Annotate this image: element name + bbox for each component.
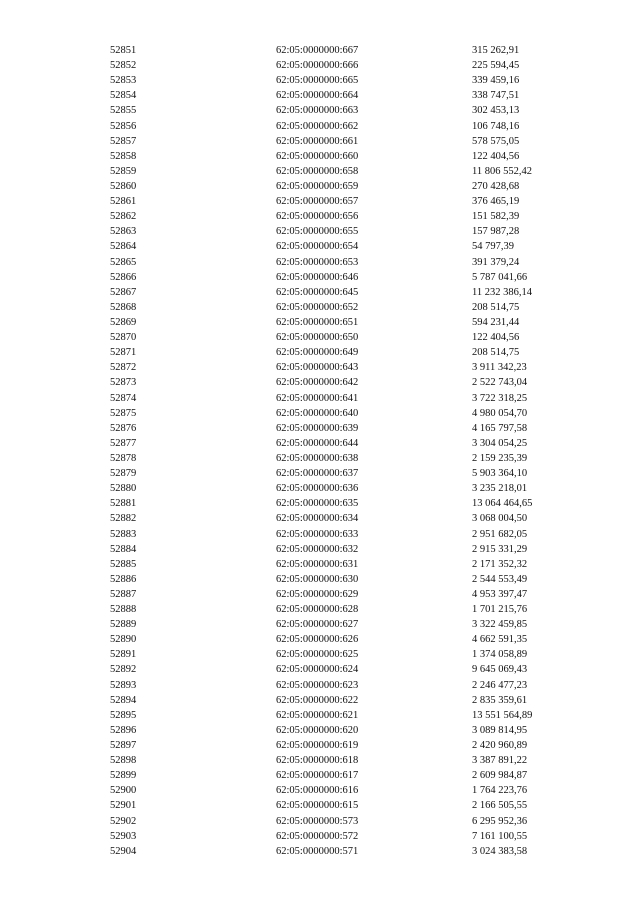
table-row [110,375,592,390]
row-number-cell: 52887 [110,588,137,600]
amount-cell: 4 980 054,70 [472,407,528,419]
row-number-cell: 52896 [110,724,137,736]
amount-cell: 3 304 054,25 [472,437,528,449]
table-row [110,481,592,496]
row-number-cell: 52858 [110,150,137,162]
table-row [110,164,592,179]
table-row [110,647,592,662]
cadastral-number-cell: 62:05:0000000:632 [276,543,359,555]
row-number-cell: 52902 [110,815,137,827]
table-row [110,285,592,300]
row-number-cell: 52867 [110,286,137,298]
cadastral-number-cell: 62:05:0000000:634 [276,513,359,525]
row-number-cell: 52851 [110,45,137,56]
amount-cell: 4 662 591,35 [472,634,528,646]
row-number-cell: 52878 [110,452,137,464]
table-row [110,179,592,194]
amount-cell: 2 544 553,49 [472,573,528,585]
row-number-cell: 52901 [110,800,137,812]
row-number-cell: 52870 [110,332,137,344]
amount-cell: 2 246 477,23 [472,679,528,691]
ledger-table [110,43,592,859]
table-row [110,738,592,753]
table-row [110,814,592,829]
row-number-cell: 52891 [110,649,137,661]
row-number-cell: 52875 [110,407,137,419]
table-row [110,134,592,149]
amount-cell: 3 911 342,23 [472,362,527,374]
table-row [110,723,592,738]
amount-cell: 302 453,13 [472,105,520,117]
table-row [110,88,592,103]
row-number-cell: 52856 [110,120,137,132]
amount-cell: 3 387 891,22 [472,755,528,767]
table-row [110,632,592,647]
cadastral-number-cell: 62:05:0000000:664 [276,90,359,102]
amount-cell: 3 722 318,25 [472,392,528,404]
cadastral-number-cell: 62:05:0000000:659 [276,180,359,192]
table-row [110,798,592,813]
row-number-cell: 52903 [110,830,137,842]
table-row [110,149,592,164]
amount-cell: 4 165 797,58 [472,422,528,434]
amount-cell: 11 232 386,14 [472,286,532,298]
cadastral-number-cell: 62:05:0000000:663 [276,105,359,117]
amount-cell: 208 514,75 [472,347,520,359]
row-number-cell: 52869 [110,316,137,328]
table-row [110,829,592,844]
row-number-cell: 52872 [110,362,137,374]
cadastral-number-cell: 62:05:0000000:619 [276,740,359,752]
row-number-cell: 52883 [110,528,137,540]
cadastral-number-cell: 62:05:0000000:618 [276,755,359,767]
amount-cell: 3 322 459,85 [472,619,528,631]
table-row [110,678,592,693]
amount-cell: 106 748,16 [472,120,520,132]
table-row [110,768,592,783]
amount-cell: 208 514,75 [472,301,520,313]
amount-cell: 11 806 552,42 [472,165,532,177]
table-row [110,194,592,209]
amount-cell: 2 420 960,89 [472,740,528,752]
row-number-cell: 52890 [110,634,137,646]
cadastral-number-cell: 62:05:0000000:626 [276,634,359,646]
cadastral-number-cell: 62:05:0000000:616 [276,785,359,797]
cadastral-number-cell: 62:05:0000000:658 [276,165,359,177]
amount-cell: 2 522 743,04 [472,377,528,389]
amount-cell: 157 987,28 [472,226,520,238]
cadastral-number-cell: 62:05:0000000:622 [276,694,359,706]
cadastral-number-cell: 62:05:0000000:633 [276,528,359,540]
cadastral-number-cell: 62:05:0000000:627 [276,619,359,631]
row-number-cell: 52861 [110,196,137,208]
table-row [110,693,592,708]
table-row [110,617,592,632]
cadastral-number-cell: 62:05:0000000:644 [276,437,359,449]
row-number-cell: 52853 [110,75,137,87]
amount-cell: 2 951 682,05 [472,528,528,540]
amount-cell: 2 171 352,32 [472,558,528,570]
row-number-cell: 52880 [110,483,137,495]
cadastral-number-cell: 62:05:0000000:572 [276,830,359,842]
cadastral-number-cell: 62:05:0000000:641 [276,392,359,404]
cadastral-number-cell: 62:05:0000000:661 [276,135,359,147]
amount-cell: 338 747,51 [472,90,520,102]
row-number-cell: 52873 [110,377,137,389]
row-number-cell: 52871 [110,347,137,359]
cadastral-number-cell: 62:05:0000000:662 [276,120,359,132]
table-row [110,73,592,88]
amount-cell: 391 379,24 [472,256,520,268]
row-number-cell: 52863 [110,226,137,238]
cadastral-number-cell: 62:05:0000000:653 [276,256,359,268]
row-number-cell: 52904 [110,845,137,857]
cadastral-number-cell: 62:05:0000000:656 [276,211,359,223]
cadastral-number-cell: 62:05:0000000:642 [276,377,359,389]
amount-cell: 1 374 058,89 [472,649,528,661]
cadastral-number-cell: 62:05:0000000:652 [276,301,359,313]
table-row [110,451,592,466]
row-number-cell: 52886 [110,573,137,585]
row-number-cell: 52868 [110,301,137,313]
table-row [110,103,592,118]
amount-cell: 122 404,56 [472,332,520,344]
amount-cell: 4 953 397,47 [472,588,528,600]
cadastral-number-cell: 62:05:0000000:637 [276,468,359,480]
row-number-cell: 52881 [110,498,137,510]
cadastral-number-cell: 62:05:0000000:631 [276,558,359,570]
amount-cell: 2 166 505,55 [472,800,528,812]
row-number-cell: 52882 [110,513,137,525]
cadastral-number-cell: 62:05:0000000:645 [276,286,359,298]
amount-cell: 3 068 004,50 [472,513,528,525]
table-row [110,511,592,526]
table-row [110,844,592,859]
table-row [110,527,592,542]
row-number-cell: 52900 [110,785,137,797]
row-number-cell: 52877 [110,437,137,449]
table-row [110,753,592,768]
row-number-cell: 52884 [110,543,137,555]
row-number-cell: 52893 [110,679,137,691]
cadastral-number-cell: 62:05:0000000:649 [276,347,359,359]
row-number-cell: 52854 [110,90,137,102]
cadastral-number-cell: 62:05:0000000:617 [276,770,359,782]
row-number-cell: 52855 [110,105,137,117]
table-row [110,662,592,677]
cadastral-number-cell: 62:05:0000000:657 [276,196,359,208]
table-row [110,119,592,134]
table-row [110,557,592,572]
amount-cell: 3 024 383,58 [472,845,528,857]
amount-cell: 376 465,19 [472,196,520,208]
cadastral-number-cell: 62:05:0000000:654 [276,241,359,253]
cadastral-number-cell: 62:05:0000000:650 [276,332,359,344]
row-number-cell: 52857 [110,135,137,147]
table-row [110,391,592,406]
row-number-cell: 52888 [110,604,137,616]
cadastral-number-cell: 62:05:0000000:628 [276,604,359,616]
cadastral-number-cell: 62:05:0000000:667 [276,45,359,56]
row-number-cell: 52889 [110,619,137,631]
amount-cell: 1 764 223,76 [472,785,528,797]
cadastral-number-cell: 62:05:0000000:660 [276,150,359,162]
amount-cell: 578 575,05 [472,135,520,147]
amount-cell: 13 064 464,65 [472,498,533,510]
table-row [110,270,592,285]
row-number-cell: 52885 [110,558,137,570]
amount-cell: 5 787 041,66 [472,271,528,283]
table-row [110,572,592,587]
row-number-cell: 52865 [110,256,137,268]
table-row [110,315,592,330]
amount-cell: 54 797,39 [472,241,514,253]
table-row [110,255,592,270]
cadastral-number-cell: 62:05:0000000:573 [276,815,359,827]
row-number-cell: 52874 [110,392,137,404]
row-number-cell: 52864 [110,241,137,253]
table-row [110,360,592,375]
amount-cell: 9 645 069,43 [472,664,528,676]
amount-cell: 270 428,68 [472,180,520,192]
cadastral-number-cell: 62:05:0000000:623 [276,679,359,691]
cadastral-number-cell: 62:05:0000000:643 [276,362,359,374]
cadastral-number-cell: 62:05:0000000:646 [276,271,359,283]
cadastral-number-cell: 62:05:0000000:666 [276,60,359,72]
cadastral-number-cell: 62:05:0000000:615 [276,800,359,812]
table-row [110,708,592,723]
row-number-cell: 52862 [110,211,137,223]
row-number-cell: 52897 [110,740,137,752]
table-row [110,602,592,617]
cadastral-number-cell: 62:05:0000000:638 [276,452,359,464]
row-number-cell: 52879 [110,468,137,480]
amount-cell: 594 231,44 [472,316,520,328]
table-row [110,542,592,557]
row-number-cell: 52894 [110,694,137,706]
cadastral-number-cell: 62:05:0000000:640 [276,407,359,419]
amount-cell: 3 089 814,95 [472,724,528,736]
cadastral-number-cell: 62:05:0000000:665 [276,75,359,87]
table-row [110,496,592,511]
row-number-cell: 52860 [110,180,137,192]
cadastral-number-cell: 62:05:0000000:621 [276,709,359,721]
cadastral-number-cell: 62:05:0000000:636 [276,483,359,495]
row-number-cell: 52899 [110,770,137,782]
amount-cell: 7 161 100,55 [472,830,528,842]
cadastral-number-cell: 62:05:0000000:625 [276,649,359,661]
cadastral-number-cell: 62:05:0000000:629 [276,588,359,600]
cadastral-number-cell: 62:05:0000000:571 [276,845,359,857]
amount-cell: 2 159 235,39 [472,452,528,464]
table-row [110,58,592,73]
table-row [110,587,592,602]
row-number-cell: 52876 [110,422,137,434]
amount-cell: 2 915 331,29 [472,543,528,555]
row-number-cell: 52852 [110,60,137,72]
row-number-cell: 52859 [110,165,137,177]
row-number-cell: 52866 [110,271,137,283]
cadastral-number-cell: 62:05:0000000:639 [276,422,359,434]
table-row [110,43,592,58]
cadastral-number-cell: 62:05:0000000:624 [276,664,359,676]
table-row [110,224,592,239]
cadastral-number-cell: 62:05:0000000:635 [276,498,359,510]
amount-cell: 2 835 359,61 [472,694,528,706]
amount-cell: 6 295 952,36 [472,815,528,827]
row-number-cell: 52892 [110,664,137,676]
table-row [110,330,592,345]
table-row [110,436,592,451]
amount-cell: 122 404,56 [472,150,520,162]
table-row [110,466,592,481]
amount-cell: 339 459,16 [472,75,520,87]
table-row [110,300,592,315]
amount-cell: 5 903 364,10 [472,468,528,480]
amount-cell: 1 701 215,76 [472,604,528,616]
amount-cell: 2 609 984,87 [472,770,528,782]
row-number-cell: 52898 [110,755,137,767]
table-row [110,421,592,436]
ledger-body [110,43,592,859]
amount-cell: 151 582,39 [472,211,520,223]
table-row [110,239,592,254]
amount-cell: 315 262,91 [472,45,520,56]
row-number-cell: 52895 [110,709,137,721]
amount-cell: 3 235 218,01 [472,483,528,495]
cadastral-number-cell: 62:05:0000000:655 [276,226,359,238]
table-row [110,345,592,360]
amount-cell: 225 594,45 [472,60,520,72]
cadastral-number-cell: 62:05:0000000:630 [276,573,359,585]
amount-cell: 13 551 564,89 [472,709,533,721]
cadastral-number-cell: 62:05:0000000:651 [276,316,359,328]
table-row [110,406,592,421]
table-row [110,783,592,798]
cadastral-number-cell: 62:05:0000000:620 [276,724,359,736]
table-row [110,209,592,224]
